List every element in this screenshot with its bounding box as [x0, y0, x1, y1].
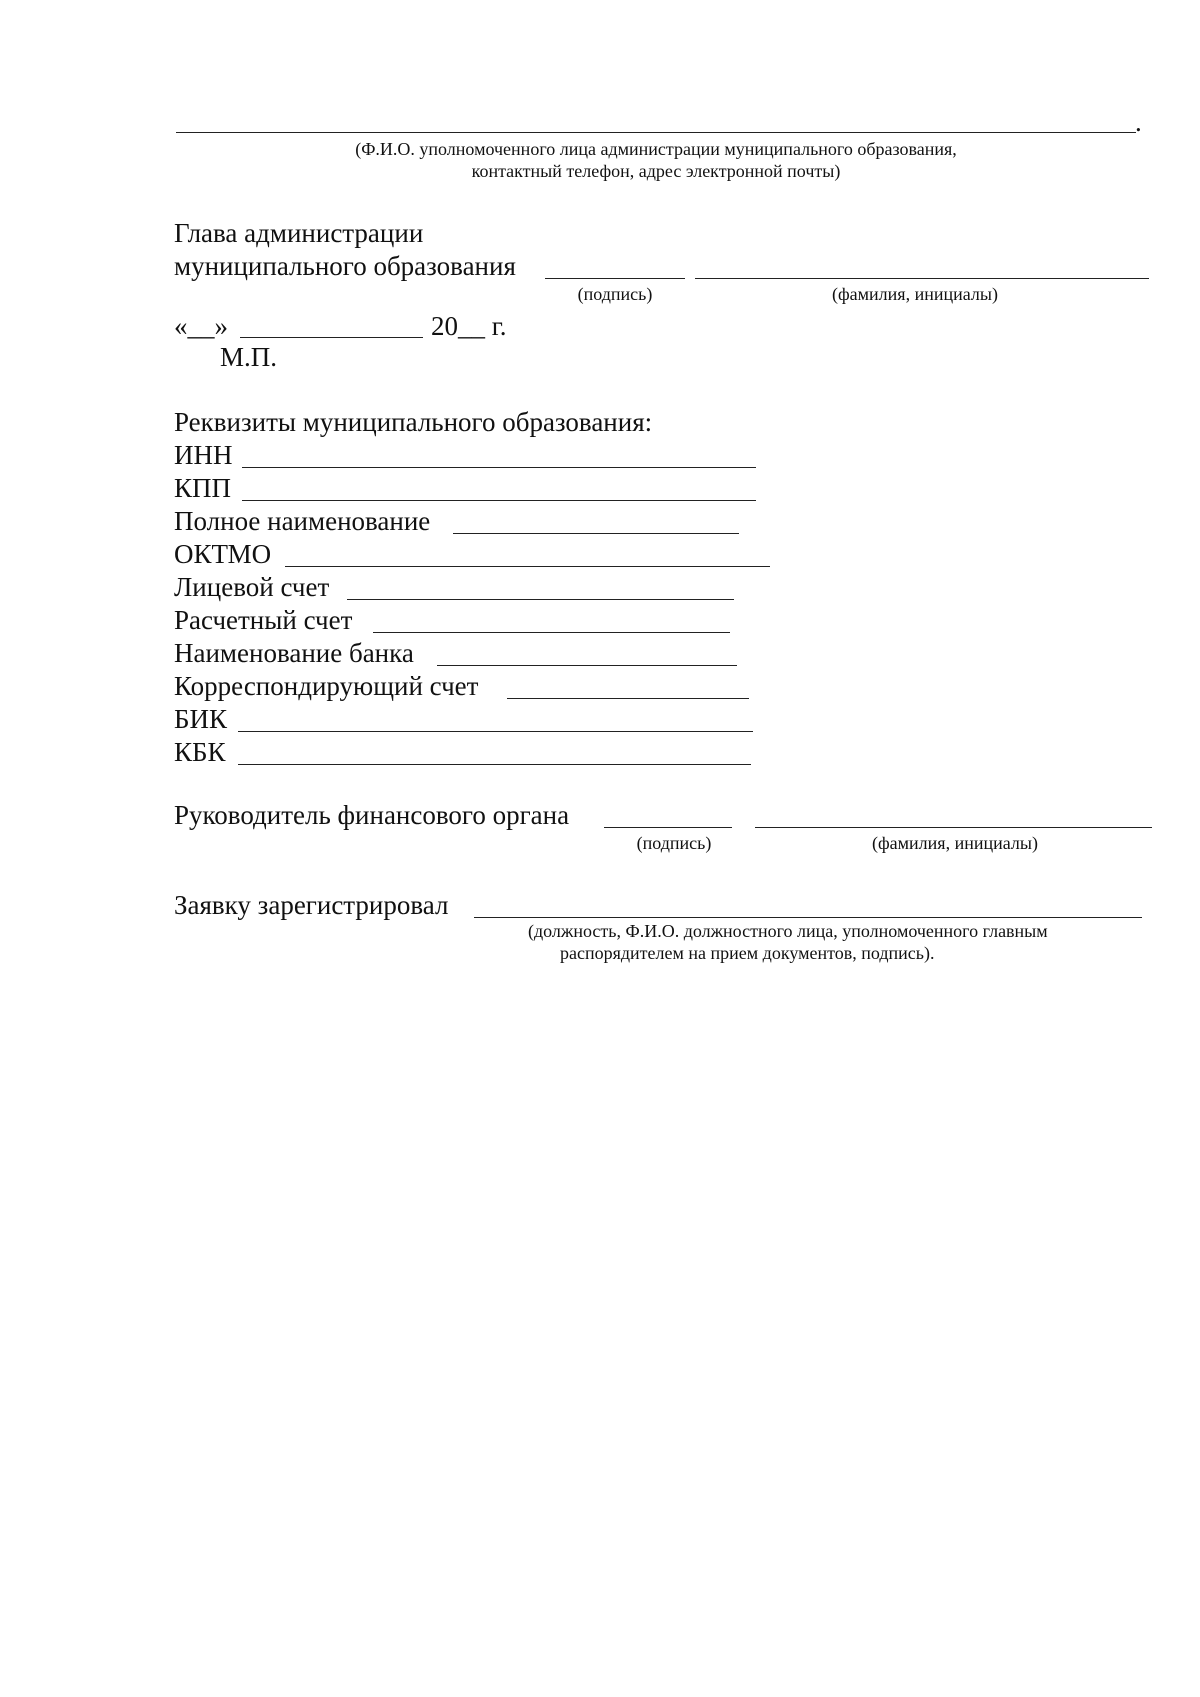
field-kbk-label: КБК	[174, 737, 226, 767]
date-day: «__»	[174, 311, 228, 341]
official-caption-line1: (Ф.И.О. уполномоченного лица администрации муниципального образования,	[355, 139, 957, 159]
head-name-caption: (фамилия, инициалы)	[832, 284, 998, 304]
field-inn-label: ИНН	[174, 440, 233, 470]
field-bank-name-line[interactable]	[437, 665, 737, 666]
head-name-line[interactable]	[695, 278, 1149, 279]
field-fullname-label: Полное наименование	[174, 506, 431, 536]
finance-signature-caption: (подпись)	[636, 833, 712, 853]
field-corr-account-line[interactable]	[507, 698, 749, 699]
finance-head-title: Руководитель финансового органа	[174, 800, 570, 830]
field-personal-account-label: Лицевой счет	[174, 572, 330, 602]
field-kpp-line[interactable]	[242, 500, 756, 501]
registered-by-caption-line2: распорядителем на прием документов, подпись).	[560, 943, 935, 963]
registered-by-caption-line1: (должность, Ф.И.О. должностного лица, уполномоченного главным	[528, 921, 1048, 941]
requisites-heading: Реквизиты муниципального образования:	[174, 407, 653, 437]
finance-name-caption: (фамилия, инициалы)	[872, 833, 1038, 853]
finance-signature-line[interactable]	[604, 827, 732, 828]
field-oktmo-line[interactable]	[285, 566, 770, 567]
field-settlement-account-label: Расчетный счет	[174, 605, 353, 635]
date-year: 20__ г.	[431, 311, 507, 341]
field-settlement-account-line[interactable]	[373, 632, 730, 633]
head-signature-caption: (подпись)	[577, 284, 653, 304]
head-signature-line[interactable]	[545, 278, 685, 279]
field-fullname-line[interactable]	[453, 533, 739, 534]
field-bank-name-label: Наименование банка	[174, 638, 414, 668]
field-bik-line[interactable]	[238, 731, 753, 732]
registered-by-line[interactable]	[474, 917, 1142, 918]
stamp-label: М.П.	[220, 342, 278, 372]
finance-name-line[interactable]	[755, 827, 1152, 828]
field-corr-account-label: Корреспондирующий счет	[174, 671, 479, 701]
field-kpp-label: КПП	[174, 473, 232, 503]
official-caption-line2: контактный телефон, адрес электронной почты)	[471, 161, 841, 181]
date-month-line[interactable]	[240, 337, 423, 338]
head-title-line1: Глава администрации	[174, 218, 424, 248]
trailing-dot: .	[1135, 107, 1142, 137]
official-name-line[interactable]	[176, 132, 1136, 133]
field-bik-label: БИК	[174, 704, 228, 734]
field-kbk-line[interactable]	[238, 764, 751, 765]
head-title-line2: муниципального образования	[174, 251, 516, 281]
field-oktmo-label: ОКТМО	[174, 539, 272, 569]
registered-by-title: Заявку зарегистрировал	[174, 890, 449, 920]
field-personal-account-line[interactable]	[347, 599, 734, 600]
field-inn-line[interactable]	[242, 467, 756, 468]
